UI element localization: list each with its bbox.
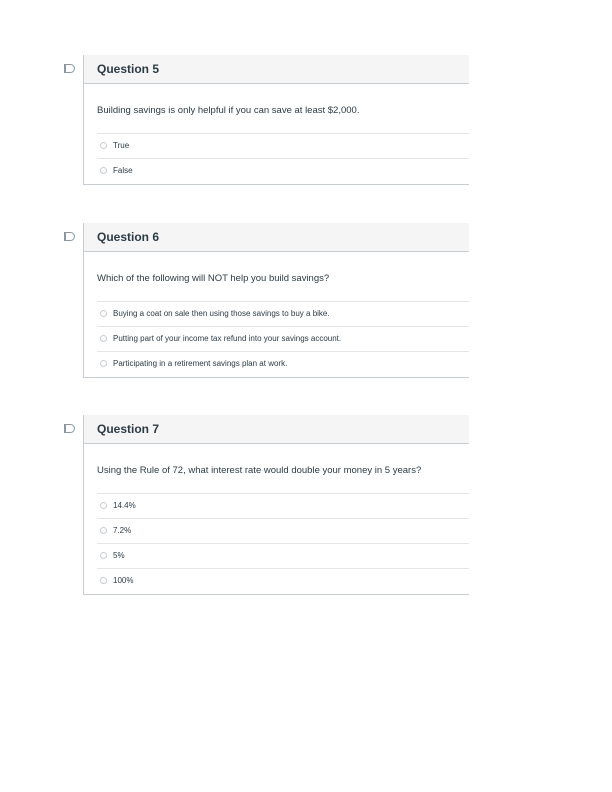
question-7 — [83, 415, 469, 595]
radio-button[interactable] — [100, 335, 107, 342]
answer-label: 7.2% — [113, 526, 132, 535]
radio-button[interactable] — [100, 167, 107, 174]
flag-question-icon[interactable] — [64, 64, 75, 73]
answer-option[interactable] — [97, 301, 469, 326]
question-body — [84, 252, 469, 377]
radio-button[interactable] — [100, 577, 107, 584]
question-title: Question 7 — [97, 422, 160, 436]
answer-option[interactable] — [97, 133, 469, 158]
flag-question-icon[interactable] — [64, 424, 75, 433]
answer-option[interactable] — [97, 326, 469, 351]
question-text: Building savings is only helpful if you can save at least $2,000. — [97, 105, 360, 116]
radio-button[interactable] — [100, 502, 107, 509]
answer-option[interactable] — [97, 493, 469, 518]
radio-button[interactable] — [100, 527, 107, 534]
answer-label: Buying a coat on sale then using those savings to buy a bike. — [113, 309, 330, 318]
radio-button[interactable] — [100, 552, 107, 559]
answer-label: Putting part of your income tax refund into your savings account. — [113, 334, 342, 343]
answer-label: 100% — [113, 576, 134, 585]
answer-label: True — [113, 141, 130, 150]
answer-option[interactable] — [97, 543, 469, 568]
answer-list — [97, 301, 469, 377]
answer-option[interactable] — [97, 351, 469, 377]
question-5 — [83, 55, 469, 185]
answer-option[interactable] — [97, 568, 469, 594]
question-body — [84, 444, 469, 594]
radio-button[interactable] — [100, 360, 107, 367]
question-body — [84, 84, 469, 184]
answer-option[interactable] — [97, 158, 469, 184]
question-header — [84, 55, 469, 84]
answer-list — [97, 133, 469, 184]
answer-label: Participating in a retirement savings plan at work. — [113, 359, 288, 368]
answer-label: 5% — [113, 551, 125, 560]
flag-question-icon[interactable] — [64, 232, 75, 241]
question-title: Question 5 — [97, 62, 160, 76]
answer-list — [97, 493, 469, 594]
question-text: Using the Rule of 72, what interest rate would double your money in 5 years? — [97, 465, 422, 476]
question-header — [84, 223, 469, 252]
question-text: Which of the following will NOT help you build savings? — [97, 273, 330, 284]
answer-option[interactable] — [97, 518, 469, 543]
radio-button[interactable] — [100, 142, 107, 149]
question-title: Question 6 — [97, 230, 160, 244]
answer-label: False — [113, 166, 133, 175]
answer-label: 14.4% — [113, 501, 136, 510]
question-6 — [83, 223, 469, 378]
radio-button[interactable] — [100, 310, 107, 317]
question-header — [84, 415, 469, 444]
